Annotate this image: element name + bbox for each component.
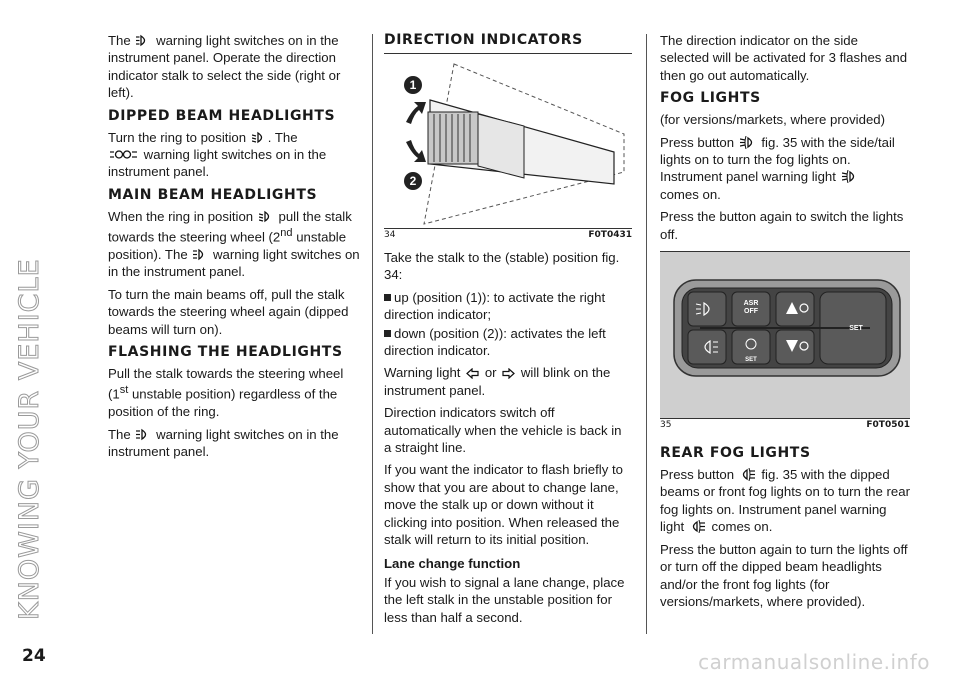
watermark: carmanualsonline.info	[698, 650, 930, 674]
column-1	[108, 32, 364, 466]
asr-off-button-label: ASR OFF	[743, 300, 759, 316]
column-2	[384, 32, 632, 631]
direction-indicators-heading: DIRECTION INDICATORS	[384, 32, 583, 48]
paragraph: The warning light switches on in the instrument panel.	[108, 426, 339, 460]
main-beam-heading: MAIN BEAM HEADLIGHTS	[108, 186, 318, 203]
rear-fog-lights-heading: REAR FOG LIGHTS	[660, 445, 811, 462]
fog-lights-heading: FOG LIGHTS	[660, 90, 761, 107]
rear-fog-light-icon	[740, 468, 756, 481]
callout-2: 2	[409, 174, 417, 188]
main-beam-icon	[193, 248, 207, 261]
paragraph: When the ring in position pull the stalk towards the steering wheel (2nd unstable position). The warning light switches on in the instrument panel.	[108, 208, 360, 280]
paragraph: (for versions/markets, where provided)	[660, 112, 885, 128]
dipped-beam-heading: DIPPED BEAM HEADLIGHTS	[108, 107, 336, 124]
dipped-beam-icon	[259, 210, 273, 223]
side-section-title: KNOWING YOUR VEHICLE	[14, 258, 45, 620]
set-button-label: SET	[849, 325, 863, 333]
figure-number: 34	[384, 229, 396, 240]
paragraph: Direction indicators switch off automatically when the vehicle is back in a straight line.	[384, 405, 622, 456]
paragraph: Take the stalk to the (stable) position fig. 34:	[384, 250, 620, 283]
bullet-item: up (position (1)): to activate the right direction indicator;	[384, 289, 606, 323]
front-fog-light-icon	[842, 170, 858, 183]
paragraph: Warning light or will blink on the instrument panel.	[384, 365, 611, 398]
set-button-label: SET	[745, 357, 757, 364]
switch-panel-illustration	[660, 252, 910, 418]
rear-fog-light-icon	[690, 520, 706, 533]
paragraph: The warning light switches on in the instrument panel. Operate the direction indicator stalk to select the side (right or left).	[108, 33, 341, 101]
bullet-square-icon	[384, 294, 391, 301]
side-lights-icon	[136, 34, 150, 47]
paragraph: If you wish to signal a lane change, place the left stalk in the unstable position for less than half a second.	[384, 574, 625, 625]
dipped-beam-icon	[252, 131, 266, 144]
column-3	[660, 32, 910, 615]
paragraph: The direction indicator on the side selected will be activated for 3 flashes and then go out automatically.	[660, 33, 908, 83]
front-fog-light-icon	[740, 136, 756, 149]
callout-1: 1	[409, 78, 417, 92]
figure-35	[660, 251, 910, 430]
paragraph: Press the button again to switch the lights off.	[660, 209, 904, 242]
column-divider-1	[372, 34, 373, 634]
paragraph: Press button fig. 35 with the side/tail lights on to turn the fog lights on. Instrument panel warning light comes on.	[660, 134, 895, 202]
figure-number: 35	[660, 419, 672, 430]
arrow-left-icon	[466, 368, 479, 379]
main-beam-icon	[136, 428, 150, 441]
figure-code: F0T0501	[866, 419, 910, 430]
column-divider-2	[646, 34, 647, 634]
side-tail-lights-icon	[110, 148, 138, 161]
paragraph: Turn the ring to position . The warning light switches on in the instrument panel.	[108, 129, 327, 180]
bullet-item: down (position (2)): activates the left direction indicator.	[384, 325, 606, 359]
bullet-square-icon	[384, 330, 391, 337]
figure-code: F0T0431	[588, 229, 632, 240]
figure-34	[384, 53, 632, 240]
paragraph: Pull the stalk towards the steering wheel (1st unstable position) regardless of the position of the ring.	[108, 366, 344, 420]
paragraph: If you want the indicator to flash briefly to show that you are about to change lane, move the stalk up or down without it clicking into position. When released the stalk will return to its initial position.	[384, 462, 623, 548]
lane-change-heading: Lane change function	[384, 555, 521, 571]
paragraph: To turn the main beams off, pull the stalk towards the steering wheel again (dipped beams will turn on).	[108, 286, 349, 337]
paragraph: Press the button again to turn the lights off or turn off the dipped beam headlights and/or the front fog lights (for versions/markets, where provided).	[660, 541, 908, 609]
page-number: 24	[22, 646, 46, 666]
flashing-headlights-heading: FLASHING THE HEADLIGHTS	[108, 344, 343, 361]
arrow-right-icon	[502, 368, 515, 379]
paragraph: Press button fig. 35 with the dipped beams or front fog lights on to turn the rear fog lights on. Instrument panel warning light comes on.	[660, 467, 910, 535]
